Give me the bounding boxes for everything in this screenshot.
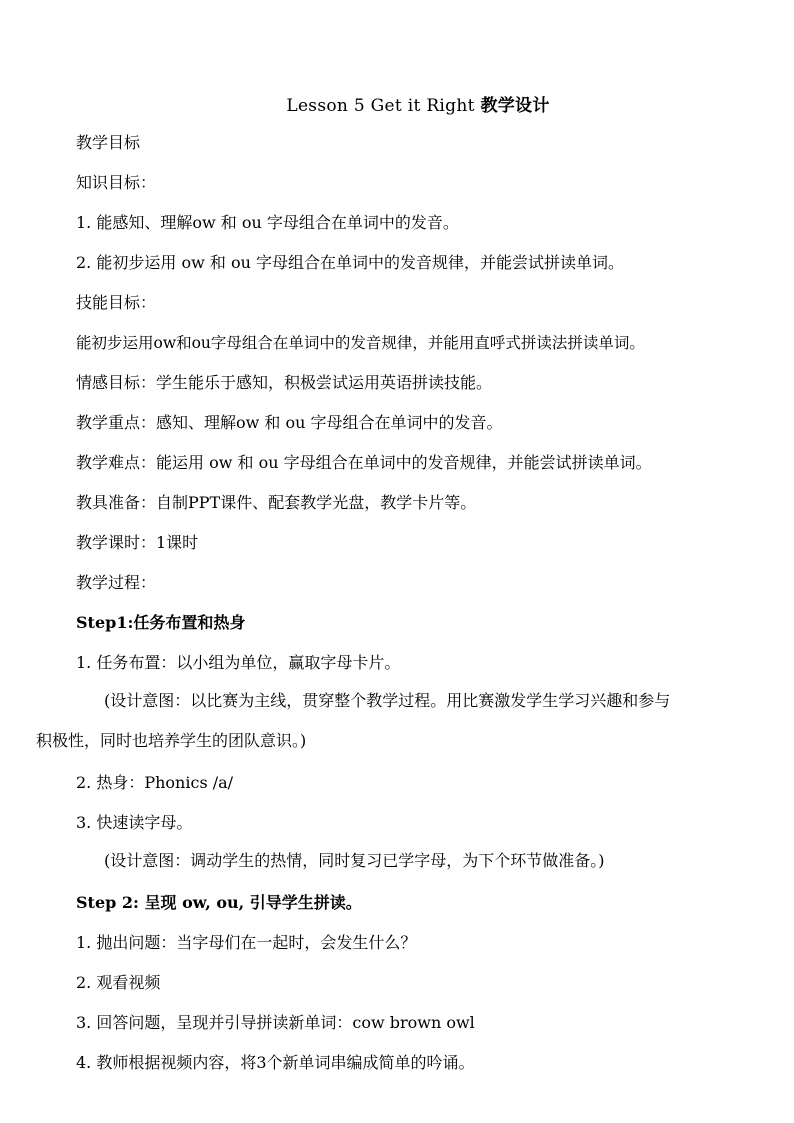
step-1-heading: Step1:任务布置和热身 xyxy=(76,613,246,632)
heading-knowledge-goals: 知识目标： xyxy=(76,173,157,192)
class-hours: 教学课时：1课时 xyxy=(76,533,199,552)
step-1-item-1: 1. 任务布置：以小组为单位，赢取字母卡片。 xyxy=(76,653,401,672)
teaching-aids: 教具准备：自制PPT课件、配套教学光盘，教学卡片等。 xyxy=(76,493,477,512)
step-1-item-2: 2. 热身：Phonics /a/ xyxy=(76,773,234,792)
step-1-design-note-line-1: (设计意图：以比赛为主线，贯穿整个教学过程。用比赛激发学生学习兴趣和参与 xyxy=(104,691,671,710)
skill-goal-text: 能初步运用ow和ou字母组合在单词中的发音规律，并能用直呼式拼读法拼读单词。 xyxy=(76,334,645,352)
heading-teaching-process: 教学过程： xyxy=(76,573,157,592)
step-2-item-1: 1. 抛出问题：当字母们在一起时，会发生什么？ xyxy=(76,933,417,952)
teaching-key-point: 教学重点：感知、理解ow 和 ou 字母组合在单词中的发音。 xyxy=(76,413,503,432)
knowledge-goal-2: 2. 能初步运用 ow 和 ou 字母组合在单词中的发音规律，并能尝试拼读单词。 xyxy=(76,253,624,272)
step-2-heading: Step 2: 呈现 ow, ou, 引导学生拼读。 xyxy=(76,893,362,912)
step-1-item-3: 3. 快速读字母。 xyxy=(76,813,193,832)
heading-teaching-goals: 教学目标 xyxy=(76,133,141,152)
knowledge-goal-1: 1. 能感知、理解ow 和 ou 字母组合在单词中的发音。 xyxy=(76,213,459,232)
step-1-design-note-line-2: 积极性，同时也培养学生的团队意识。) xyxy=(36,731,307,750)
heading-skill-goals: 技能目标： xyxy=(76,293,157,312)
emotion-goal: 情感目标：学生能乐于感知，积极尝试运用英语拼读技能。 xyxy=(76,373,493,392)
step-2-item-3: 3. 回答问题，呈现并引导拼读新单词：cow brown owl xyxy=(76,1013,475,1032)
step-2-item-4: 4. 教师根据视频内容，将3个新单词串编成简单的吟诵。 xyxy=(76,1053,475,1072)
title-english: Lesson 5 Get it Right xyxy=(286,96,475,116)
document-title xyxy=(0,91,794,116)
title-chinese: 教学设计 xyxy=(480,96,550,116)
step-2-item-2: 2. 观看视频 xyxy=(76,973,161,992)
teaching-difficulty: 教学难点：能运用 ow 和 ou 字母组合在单词中的发音规律，并能尝试拼读单词。 xyxy=(76,453,652,472)
step-1-design-note-2: (设计意图：调动学生的热情，同时复习已学字母，为下个环节做准备。) xyxy=(104,851,605,870)
